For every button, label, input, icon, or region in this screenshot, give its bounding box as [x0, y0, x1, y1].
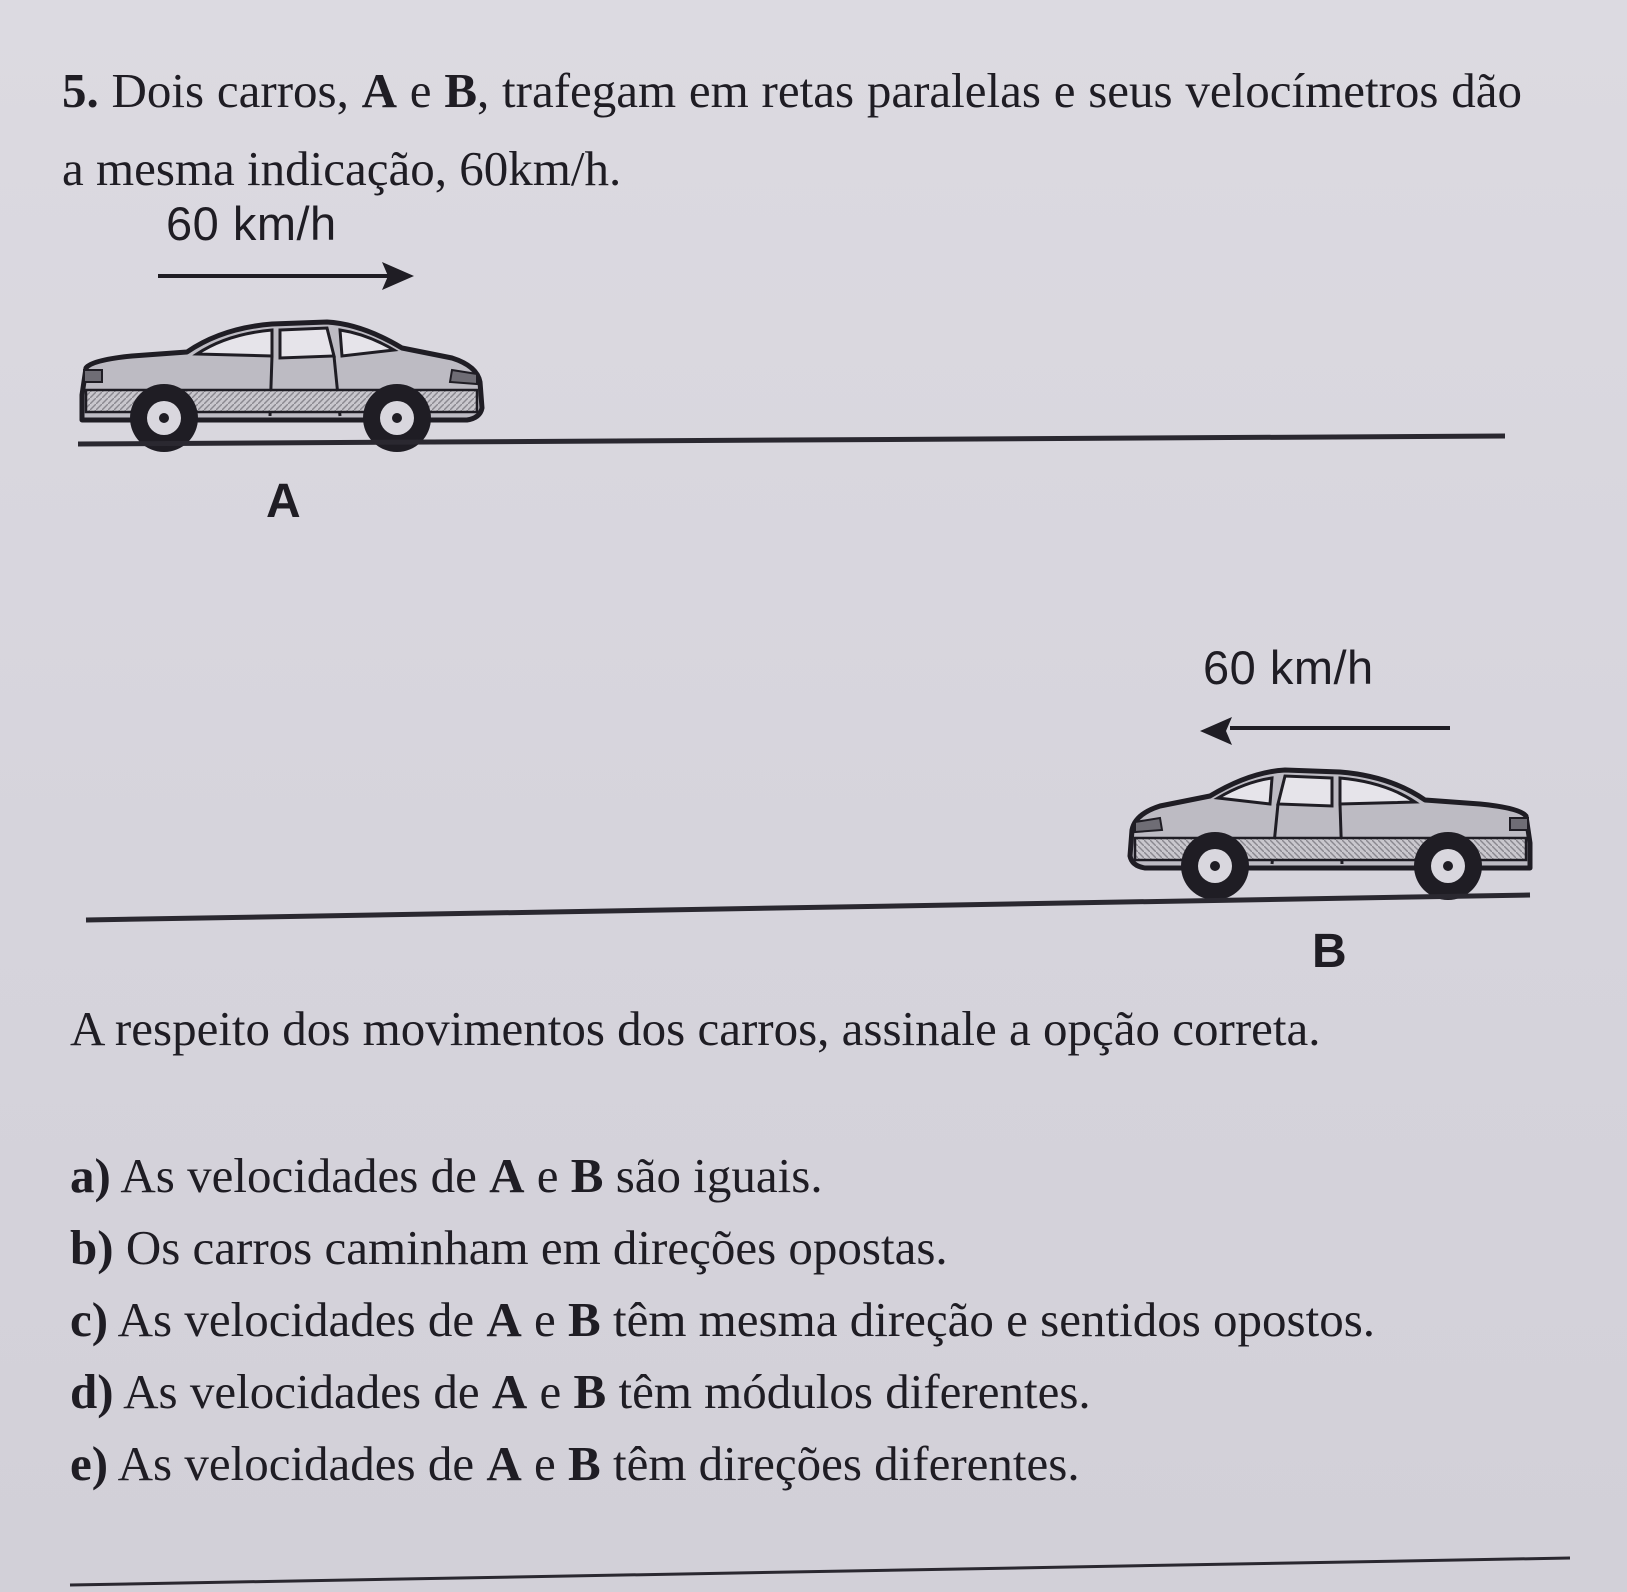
car-b-label: B — [1312, 925, 1347, 978]
stem-text-pre: Dois carros, — [111, 63, 349, 118]
option-c-car-a: A — [486, 1292, 522, 1347]
question-number: 5. — [62, 63, 99, 118]
option-a-text-1: As velocidades de — [120, 1148, 477, 1203]
option-e-car-a: A — [486, 1436, 522, 1491]
option-b[interactable] — [70, 1212, 1570, 1284]
option-d-text-3: têm módulos diferentes. — [618, 1364, 1091, 1419]
road-a — [78, 436, 1505, 444]
option-c-text-3: têm mesma direção e sentidos opostos. — [612, 1292, 1376, 1347]
option-e-text-1: As velocidades de — [117, 1436, 475, 1491]
option-a-text-2: e — [536, 1148, 559, 1203]
option-d-key: d) — [70, 1364, 114, 1419]
stem-car-b: B — [444, 63, 477, 118]
road-b — [86, 895, 1530, 920]
option-e-key: e) — [70, 1436, 109, 1491]
option-c-car-b: B — [568, 1292, 601, 1347]
option-d-car-a: A — [491, 1364, 528, 1419]
option-d-text-1: As velocidades de — [123, 1364, 480, 1419]
arrowhead-b — [1200, 717, 1232, 745]
option-a[interactable] — [70, 1140, 1570, 1212]
option-c-text-2: e — [534, 1292, 556, 1347]
option-d-car-b: B — [573, 1364, 607, 1419]
stem-conj: e — [409, 63, 432, 118]
option-c-key: c) — [70, 1292, 109, 1347]
option-e-text-2: e — [534, 1436, 556, 1491]
option-e-car-b: B — [568, 1436, 601, 1491]
option-a-car-a: A — [489, 1148, 525, 1203]
car-a-icon — [82, 322, 482, 452]
option-c[interactable] — [70, 1284, 1570, 1356]
question-prompt: A respeito dos movimentos dos carros, assinale a opção correta. — [70, 1001, 1321, 1056]
option-a-car-b: B — [570, 1148, 604, 1203]
option-c-text-1: As velocidades de — [117, 1292, 475, 1347]
stem-car-a: A — [361, 63, 397, 118]
option-e-text-3: têm direções diferentes. — [612, 1436, 1080, 1491]
option-e[interactable] — [70, 1428, 1570, 1500]
car-b-speed-label: 60 km/h — [1203, 641, 1374, 694]
option-a-key: a) — [70, 1148, 111, 1203]
car-b-icon — [1130, 770, 1530, 900]
option-d[interactable] — [70, 1356, 1570, 1428]
car-a-speed-label: 60 km/h — [166, 197, 337, 250]
stem-text-post: , trafegam em retas paralelas e seus velocímetros dão a mesma indicação, 60km/h. — [62, 63, 1523, 196]
car-a-label: A — [266, 475, 301, 528]
option-a-text-3: são iguais. — [615, 1148, 823, 1203]
bottom-rule — [70, 1558, 1570, 1585]
option-b-key: b) — [70, 1220, 114, 1275]
option-b-text: Os carros caminham em direções opostas. — [125, 1220, 948, 1275]
option-d-text-2: e — [539, 1364, 562, 1419]
answer-options — [70, 1140, 1570, 1500]
